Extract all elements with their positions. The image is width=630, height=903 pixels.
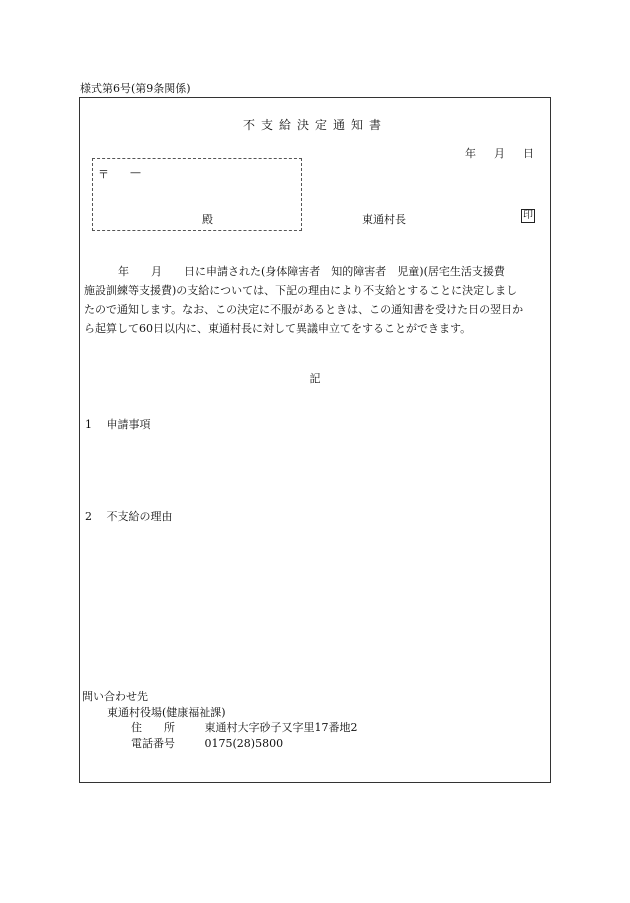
contact-phone-row <box>131 735 283 751</box>
issuer-name: 東通村長 <box>362 213 406 226</box>
contact-address-label: 住 所 <box>131 721 175 734</box>
recipient-address-box <box>92 158 302 231</box>
contact-phone-value: 0175(28)5800 <box>204 737 284 750</box>
ki-heading: 記 <box>309 372 321 385</box>
recipient-honorific: 殿 <box>202 213 213 226</box>
form-number: 様式第6号(第9条関係) <box>80 82 191 95</box>
body-line-4: ら起算して60日以内に、東通村長に対して異議申立てをすることができます。 <box>84 322 472 335</box>
body-line-1: 年 月 日に申請された(身体障害者 知的障害者 児童)(居宅生活支援費 <box>118 265 505 278</box>
date-line <box>465 145 534 161</box>
body-line-3: たので通知します。なお、この決定に不服があるときは、この通知書を受けた日の翌日か <box>84 303 524 316</box>
section-number: 2 <box>85 510 92 523</box>
seal-stamp: 印 <box>523 210 533 221</box>
contact-office: 東通村役場(健康福祉課) <box>107 706 226 719</box>
notice-body <box>84 262 546 338</box>
date-month: 月 <box>494 147 505 160</box>
date-year: 年 <box>465 147 476 160</box>
section-denial-reason <box>85 508 173 524</box>
body-line-2: 施設訓練等支援費)の支給については、下記の理由により不支給とすることに決定しまし <box>84 284 518 297</box>
contact-heading: 問い合わせ先 <box>82 690 148 703</box>
contact-address-value: 東通村大字砂子又字里17番地2 <box>204 721 358 734</box>
section-label: 申請事項 <box>106 418 151 431</box>
section-application-items <box>85 416 151 432</box>
postal-code-dash: — <box>130 166 141 179</box>
section-number: 1 <box>85 418 92 431</box>
date-day: 日 <box>523 147 534 160</box>
contact-address-row <box>131 719 358 735</box>
contact-phone-label: 電話番号 <box>131 737 175 750</box>
postal-mark: 〒 <box>98 168 109 181</box>
section-label: 不支給の理由 <box>106 510 173 523</box>
document-title: 不支給決定通知書 <box>242 118 387 132</box>
